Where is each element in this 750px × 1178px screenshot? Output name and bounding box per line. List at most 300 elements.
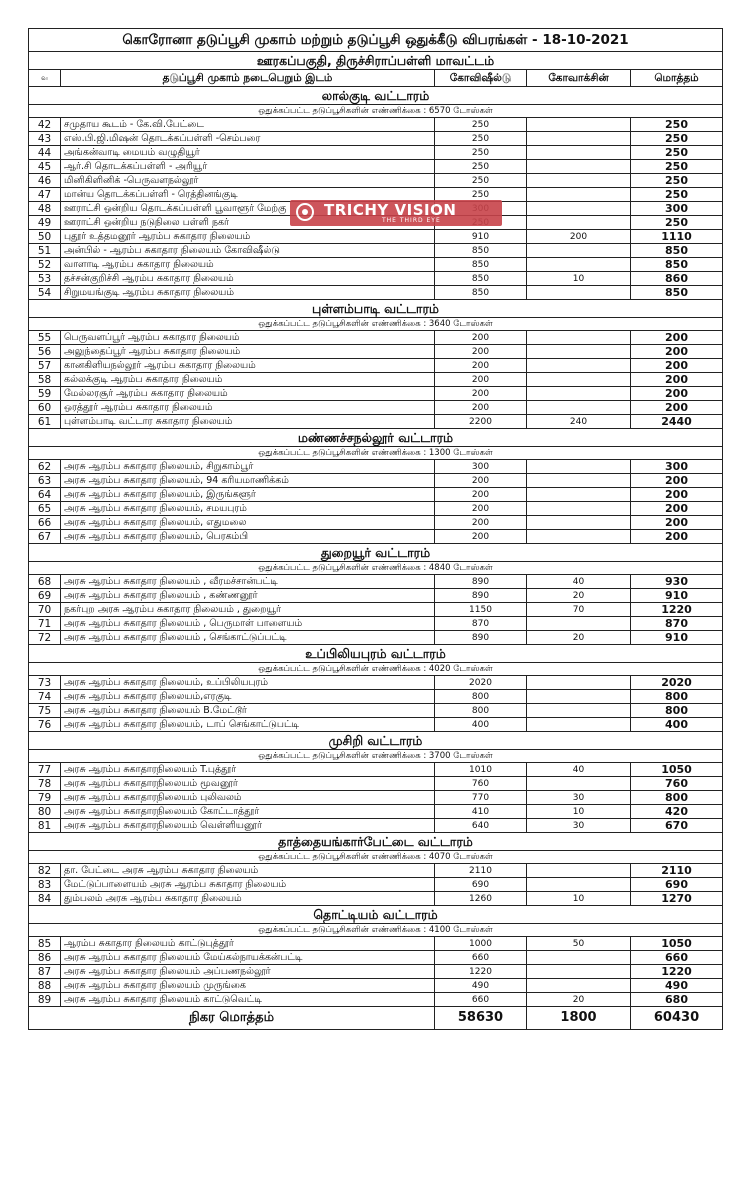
covaxin-count (527, 132, 631, 146)
covishield-count: 850 (435, 258, 527, 272)
camp-location: அரசு ஆரம்ப சுகாதார நிலையம் முருங்கை (61, 979, 435, 993)
row-number: 63 (29, 474, 61, 488)
row-number: 76 (29, 718, 61, 732)
table-row (29, 791, 723, 805)
row-total: 660 (631, 951, 723, 965)
row-number: 57 (29, 359, 61, 373)
row-total: 760 (631, 777, 723, 791)
covaxin-count (527, 401, 631, 415)
camp-location: ஊராட்சி ஒன்றிய நடுநிலை பள்ளி நகர் (61, 216, 435, 230)
covaxin-count: 10 (527, 892, 631, 906)
camp-location: தும்பலம் அரசு ஆரம்ப சுகாதார நிலையம் (61, 892, 435, 906)
camp-location: அரசு ஆரம்ப சுகாதார நிலையம்,எரகுடி (61, 690, 435, 704)
row-total: 860 (631, 272, 723, 286)
row-number: 65 (29, 502, 61, 516)
table-row (29, 272, 723, 286)
covishield-count: 1000 (435, 937, 527, 951)
table-row (29, 603, 723, 617)
block-header-row (29, 300, 723, 318)
table-row (29, 373, 723, 387)
table-row (29, 617, 723, 631)
allocation-row (29, 562, 723, 575)
row-number: 79 (29, 791, 61, 805)
covishield-count: 250 (435, 118, 527, 132)
row-total: 850 (631, 286, 723, 300)
covaxin-count: 40 (527, 575, 631, 589)
row-total: 1220 (631, 603, 723, 617)
row-total: 250 (631, 160, 723, 174)
grand-total-covaxin: 1800 (527, 1007, 631, 1030)
covishield-count: 2110 (435, 864, 527, 878)
camp-location: அரசு ஆரம்ப சுகாதார நிலையம், உப்பிலியபுரம் (61, 676, 435, 690)
covaxin-count (527, 118, 631, 132)
allocation-row (29, 318, 723, 331)
table-row (29, 230, 723, 244)
camp-location: அரசு ஆரம்ப சுகாதார நிலையம் அப்பணநல்லூர் (61, 965, 435, 979)
row-total: 850 (631, 258, 723, 272)
row-number: 50 (29, 230, 61, 244)
camp-location: புள்ளம்பாடி வட்டார சுகாதார நிலையம் (61, 415, 435, 429)
row-total: 200 (631, 401, 723, 415)
row-total: 1270 (631, 892, 723, 906)
row-number: 68 (29, 575, 61, 589)
row-number: 77 (29, 763, 61, 777)
row-total: 2020 (631, 676, 723, 690)
covishield-count: 660 (435, 993, 527, 1007)
table-row (29, 160, 723, 174)
eye-logo-icon (296, 203, 314, 221)
row-total: 200 (631, 345, 723, 359)
row-total: 1220 (631, 965, 723, 979)
row-total: 910 (631, 589, 723, 603)
covishield-count: 200 (435, 502, 527, 516)
covaxin-count (527, 146, 631, 160)
camp-location: மேல்லரசூர் ஆரம்ப சுகாதார நிலையம் (61, 387, 435, 401)
covishield-count: 200 (435, 401, 527, 415)
covaxin-count: 20 (527, 589, 631, 603)
table-row (29, 146, 723, 160)
camp-location: அரசு ஆரம்ப சுகாதார நிலையம், சமயபுரம் (61, 502, 435, 516)
camp-location: அரசு ஆரம்ப சுகாதார நிலையம், சிறுகாம்பூர் (61, 460, 435, 474)
covaxin-count: 50 (527, 937, 631, 951)
camp-location: ஆரம்ப சுகாதார நிலையம் காட்டுபுத்தூர் (61, 937, 435, 951)
covaxin-count (527, 258, 631, 272)
row-number: 74 (29, 690, 61, 704)
block-header-row (29, 645, 723, 663)
covishield-count: 850 (435, 244, 527, 258)
row-total: 400 (631, 718, 723, 732)
allocation-text: ஒதுக்கப்பட்ட தடுப்பூசிகளின் எண்ணிக்கை : 3640 டோஸ்கள் (29, 318, 723, 331)
table-row (29, 345, 723, 359)
camp-location: வாளாடி ஆரம்ப சுகாதார நிலையம் (61, 258, 435, 272)
camp-location: புதூர் உத்தமனூர் ஆரம்ப சுகாதார நிலையம் (61, 230, 435, 244)
row-number: 72 (29, 631, 61, 645)
row-number: 42 (29, 118, 61, 132)
covaxin-count (527, 951, 631, 965)
camp-location: அரசு ஆரம்ப சுகாதார நிலையம் , வீரமச்சான்பட்டி (61, 575, 435, 589)
row-total: 680 (631, 993, 723, 1007)
row-number: 62 (29, 460, 61, 474)
table-row (29, 878, 723, 892)
table-row (29, 993, 723, 1007)
covaxin-count (527, 617, 631, 631)
covishield-count: 2200 (435, 415, 527, 429)
table-row (29, 415, 723, 429)
block-header-row (29, 906, 723, 924)
row-total: 670 (631, 819, 723, 833)
row-total: 200 (631, 331, 723, 345)
covishield-count: 890 (435, 589, 527, 603)
allocation-text: ஒதுக்கப்பட்ட தடுப்பூசிகளின் எண்ணிக்கை : 4840 டோஸ்கள் (29, 562, 723, 575)
row-number: 54 (29, 286, 61, 300)
row-total: 1110 (631, 230, 723, 244)
table-row (29, 401, 723, 415)
header-row (29, 70, 723, 87)
block-name: உப்பிலியபுரம் வட்டாரம் (29, 645, 723, 663)
covishield-count: 1150 (435, 603, 527, 617)
grand-total-row (29, 1007, 723, 1030)
camp-location: அங்கன்வாடி மையம் வழுதியூர் (61, 146, 435, 160)
table-row (29, 676, 723, 690)
allocation-row (29, 447, 723, 460)
covaxin-count (527, 690, 631, 704)
row-total: 300 (631, 202, 723, 216)
table-row (29, 965, 723, 979)
covishield-count: 250 (435, 174, 527, 188)
covaxin-count: 30 (527, 791, 631, 805)
row-total: 420 (631, 805, 723, 819)
row-total: 200 (631, 488, 723, 502)
covaxin-count (527, 359, 631, 373)
table-row (29, 331, 723, 345)
table-row (29, 516, 723, 530)
row-number: 59 (29, 387, 61, 401)
camp-location: அரசு ஆரம்ப சுகாதாரநிலையம் வெள்ளியனூர் (61, 819, 435, 833)
camp-location: அரசு ஆரம்ப சுகாதார நிலையம், இருங்களூர் (61, 488, 435, 502)
covishield-count: 200 (435, 345, 527, 359)
block-name: லால்குடி வட்டாரம் (29, 87, 723, 105)
row-total: 2440 (631, 415, 723, 429)
block-name: மண்ணச்சநல்லூர் வட்டாரம் (29, 429, 723, 447)
block-name: துறையூர் வட்டாரம் (29, 544, 723, 562)
row-number: 71 (29, 617, 61, 631)
table-row (29, 132, 723, 146)
camp-location: அரசு ஆரம்ப சுகாதாரநிலையம் மூவனூர் (61, 777, 435, 791)
table-row (29, 892, 723, 906)
table-row (29, 474, 723, 488)
row-total: 300 (631, 460, 723, 474)
table-row (29, 118, 723, 132)
covaxin-count: 70 (527, 603, 631, 617)
camp-location: தா. பேட்டை அரசு ஆரம்ப சுகாதார நிலையம் (61, 864, 435, 878)
allocation-text: ஒதுக்கப்பட்ட தடுப்பூசிகளின் எண்ணிக்கை : 4020 டோஸ்கள் (29, 663, 723, 676)
table-row (29, 286, 723, 300)
table-row (29, 387, 723, 401)
covaxin-count (527, 516, 631, 530)
camp-location: கானகிளியநல்லூர் ஆரம்ப சுகாதார நிலையம் (61, 359, 435, 373)
allocation-text: ஒதுக்கப்பட்ட தடுப்பூசிகளின் எண்ணிக்கை : 3700 டோஸ்கள் (29, 750, 723, 763)
allocation-row (29, 924, 723, 937)
covishield-count: 200 (435, 373, 527, 387)
camp-location: அரசு ஆரம்ப சுகாதார நிலையம் மேய்கல்நாயக்கன்பட்டி (61, 951, 435, 965)
camp-location: அரசு ஆரம்ப சுகாதாரநிலையம் புலிவலம் (61, 791, 435, 805)
block-header-row (29, 732, 723, 750)
covishield-count: 200 (435, 530, 527, 544)
covaxin-count (527, 530, 631, 544)
covishield-count: 400 (435, 718, 527, 732)
row-number: 73 (29, 676, 61, 690)
camp-location: அரசு ஆரம்ப சுகாதார நிலையம், பெரகம்பி (61, 530, 435, 544)
allocation-text: ஒதுக்கப்பட்ட தடுப்பூசிகளின் எண்ணிக்கை : 4100 டோஸ்கள் (29, 924, 723, 937)
vaccination-sheet (28, 28, 722, 1030)
covishield-count: 200 (435, 488, 527, 502)
covaxin-count (527, 174, 631, 188)
row-number: 46 (29, 174, 61, 188)
covishield-count: 800 (435, 704, 527, 718)
row-number: 70 (29, 603, 61, 617)
camp-location: சமுதாய கூடம் - கே.வி.பேட்டை (61, 118, 435, 132)
row-total: 200 (631, 530, 723, 544)
row-total: 800 (631, 690, 723, 704)
covaxin-count (527, 474, 631, 488)
covishield-count: 250 (435, 132, 527, 146)
allocation-text: ஒதுக்கப்பட்ட தடுப்பூசிகளின் எண்ணிக்கை : 6570 டோஸ்கள் (29, 105, 723, 118)
row-total: 800 (631, 791, 723, 805)
covaxin-count (527, 188, 631, 202)
camp-location: அரசு ஆரம்ப சுகாதார நிலையம் , கண்ணனூர் (61, 589, 435, 603)
covaxin-count: 40 (527, 763, 631, 777)
covaxin-count (527, 286, 631, 300)
row-total: 200 (631, 474, 723, 488)
row-total: 850 (631, 244, 723, 258)
block-name: தாத்தையங்கார்பேட்டை வட்டாரம் (29, 833, 723, 851)
camp-location: ஒரத்தூர் ஆரம்ப சுகாதார நிலையம் (61, 401, 435, 415)
table-row (29, 819, 723, 833)
row-number: 67 (29, 530, 61, 544)
covaxin-count (527, 864, 631, 878)
table-row (29, 937, 723, 951)
document-title: கொரோனா தடுப்பூசி முகாம் மற்றும் தடுப்பூசி ஒதுக்கீடு விபரங்கள் - 18-10-2021 (29, 29, 723, 52)
covishield-count: 660 (435, 951, 527, 965)
table-row (29, 864, 723, 878)
row-total: 250 (631, 132, 723, 146)
camp-location: எஸ்.பி.ஜி.மிஷன் தொடக்கப்பள்ளி -செம்பரை (61, 132, 435, 146)
camp-location: அன்பில் - ஆரம்ப சுகாதார நிலையம் கோவிஷீல்டு (61, 244, 435, 258)
row-number: 69 (29, 589, 61, 603)
covishield-count: 410 (435, 805, 527, 819)
covaxin-count (527, 878, 631, 892)
table-row (29, 244, 723, 258)
camp-location: ஊராட்சி ஒன்றிய தொடக்கப்பள்ளி பூவாளூர் மேற்கு (61, 202, 435, 216)
covaxin-count (527, 160, 631, 174)
header-covaxin: கோவாக்சின் (527, 70, 631, 87)
covishield-count: 890 (435, 575, 527, 589)
covishield-count: 640 (435, 819, 527, 833)
table-row (29, 777, 723, 791)
row-total: 690 (631, 878, 723, 892)
covishield-count: 490 (435, 979, 527, 993)
table-row (29, 718, 723, 732)
covishield-count: 870 (435, 617, 527, 631)
table-row (29, 359, 723, 373)
block-name: புள்ளம்பாடி வட்டாரம் (29, 300, 723, 318)
row-number: 87 (29, 965, 61, 979)
covaxin-count (527, 777, 631, 791)
covaxin-count: 200 (527, 230, 631, 244)
camp-location: மினிகிளினிக் -பெருவளநல்லூர் (61, 174, 435, 188)
covishield-count: 770 (435, 791, 527, 805)
covishield-count: 200 (435, 474, 527, 488)
row-total: 250 (631, 188, 723, 202)
row-total: 2110 (631, 864, 723, 878)
table-row (29, 460, 723, 474)
camp-location: அலுந்தைப்பூர் ஆரம்ப சுகாதார நிலையம் (61, 345, 435, 359)
row-total: 1050 (631, 937, 723, 951)
row-number: 81 (29, 819, 61, 833)
covaxin-count (527, 676, 631, 690)
district-name: ஊரகப்பகுதி, திருச்சிராப்பள்ளி மாவட்டம் (29, 52, 723, 70)
camp-location: பெருவளப்பூர் ஆரம்ப சுகாதார நிலையம் (61, 331, 435, 345)
row-total: 250 (631, 174, 723, 188)
camp-location: சிறுமயங்குடி ஆரம்ப சுகாதார நிலையம் (61, 286, 435, 300)
row-total: 250 (631, 146, 723, 160)
covishield-count: 200 (435, 359, 527, 373)
covaxin-count: 240 (527, 415, 631, 429)
allocation-text: ஒதுக்கப்பட்ட தடுப்பூசிகளின் எண்ணிக்கை : 1300 டோஸ்கள் (29, 447, 723, 460)
row-number: 78 (29, 777, 61, 791)
row-number: 55 (29, 331, 61, 345)
table-row (29, 951, 723, 965)
row-total: 200 (631, 516, 723, 530)
row-total: 870 (631, 617, 723, 631)
district-row (29, 52, 723, 70)
camp-location: அரசு ஆரம்ப சுகாதார நிலையம், எதுமலை (61, 516, 435, 530)
table-row (29, 258, 723, 272)
covishield-count: 250 (435, 160, 527, 174)
covishield-count: 890 (435, 631, 527, 645)
covishield-count: 250 (435, 146, 527, 160)
covishield-count: 850 (435, 286, 527, 300)
row-number: 43 (29, 132, 61, 146)
covishield-count: 1220 (435, 965, 527, 979)
camp-location: அரசு ஆரம்ப சுகாதார நிலையம், டாப் செங்காட்டுபட்டி (61, 718, 435, 732)
watermark-tagline: THE THIRD EYE (382, 217, 441, 224)
row-number: 85 (29, 937, 61, 951)
block-header-row (29, 429, 723, 447)
covaxin-count: 20 (527, 993, 631, 1007)
table-row (29, 704, 723, 718)
table-row (29, 575, 723, 589)
covishield-count: 690 (435, 878, 527, 892)
watermark-name: TRICHY VISION (324, 201, 457, 219)
covaxin-count: 30 (527, 819, 631, 833)
grand-total-covishield: 58630 (435, 1007, 527, 1030)
camp-location: அரசு ஆரம்ப சுகாதார நிலையம் , செங்காட்டுப்பட்டி (61, 631, 435, 645)
allocation-text: ஒதுக்கப்பட்ட தடுப்பூசிகளின் எண்ணிக்கை : 4070 டோஸ்கள் (29, 851, 723, 864)
covishield-count: 760 (435, 777, 527, 791)
row-number: 48 (29, 202, 61, 216)
row-number: 58 (29, 373, 61, 387)
row-number: 52 (29, 258, 61, 272)
header-place: தடுப்பூசி முகாம் நடைபெறும் இடம் (61, 70, 435, 87)
camp-location: அரசு ஆரம்ப சுகாதார நிலையம், 94 கரியமாணிக்கம் (61, 474, 435, 488)
vaccination-table (28, 28, 723, 1030)
row-number: 75 (29, 704, 61, 718)
header-covishield: கோவிஷீல்டு (435, 70, 527, 87)
table-row (29, 805, 723, 819)
covishield-count: 850 (435, 272, 527, 286)
row-number: 56 (29, 345, 61, 359)
row-number: 88 (29, 979, 61, 993)
row-number: 89 (29, 993, 61, 1007)
row-total: 200 (631, 387, 723, 401)
covaxin-count (527, 704, 631, 718)
covaxin-count (527, 502, 631, 516)
camp-location: தச்சன்குறிச்சி ஆரம்ப சுகாதார நிலையம் (61, 272, 435, 286)
covishield-count: 910 (435, 230, 527, 244)
table-row (29, 979, 723, 993)
row-number: 86 (29, 951, 61, 965)
covaxin-count (527, 345, 631, 359)
covishield-count: 200 (435, 331, 527, 345)
row-number: 83 (29, 878, 61, 892)
row-total: 200 (631, 502, 723, 516)
block-header-row (29, 544, 723, 562)
row-number: 53 (29, 272, 61, 286)
covishield-count: 800 (435, 690, 527, 704)
camp-location: மேட்டுப்பாளையம் அரசு ஆரம்ப சுகாதார நிலையம் (61, 878, 435, 892)
table-row (29, 488, 723, 502)
covaxin-count (527, 216, 631, 230)
table-row (29, 763, 723, 777)
covaxin-count (527, 979, 631, 993)
row-number: 82 (29, 864, 61, 878)
block-name: தொட்டியம் வட்டாரம் (29, 906, 723, 924)
camp-location: அரசு ஆரம்ப சுகாதார நிலையம் B.மேட்டூர் (61, 704, 435, 718)
covaxin-count (527, 387, 631, 401)
camp-location: அரசு ஆரம்ப சுகாதார நிலையம் , பெருமாள் பாளையம் (61, 617, 435, 631)
row-number: 44 (29, 146, 61, 160)
allocation-row (29, 105, 723, 118)
block-header-row (29, 87, 723, 105)
grand-total-label: நிகர மொத்தம் (29, 1007, 435, 1030)
title-row (29, 29, 723, 52)
covaxin-count: 10 (527, 805, 631, 819)
row-number: 66 (29, 516, 61, 530)
covaxin-count (527, 488, 631, 502)
covaxin-count (527, 244, 631, 258)
covishield-count: 1260 (435, 892, 527, 906)
allocation-row (29, 663, 723, 676)
table-row (29, 502, 723, 516)
covaxin-count (527, 373, 631, 387)
row-total: 490 (631, 979, 723, 993)
row-number: 80 (29, 805, 61, 819)
grand-total-value: 60430 (631, 1007, 723, 1030)
table-row (29, 530, 723, 544)
block-header-row (29, 833, 723, 851)
covaxin-count (527, 202, 631, 216)
camp-location: அரசு ஆரம்ப சுகாதாரநிலையம் T.புத்தூர் (61, 763, 435, 777)
camp-location: அரசு ஆரம்ப சுகாதாரநிலையம் கோட்டாத்தூர் (61, 805, 435, 819)
row-number: 64 (29, 488, 61, 502)
covishield-count: 300 (435, 460, 527, 474)
header-total: மொத்தம் (631, 70, 723, 87)
covishield-count: 200 (435, 516, 527, 530)
row-total: 910 (631, 631, 723, 645)
covaxin-count (527, 718, 631, 732)
row-total: 1050 (631, 763, 723, 777)
